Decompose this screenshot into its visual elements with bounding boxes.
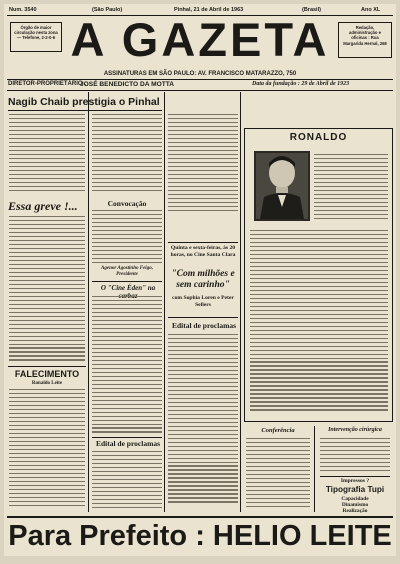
edital-body-text — [92, 451, 162, 509]
convocacao-headline: Convocação — [107, 199, 147, 208]
intervencao-headline: Intervenção cirúrgica — [328, 427, 382, 433]
masthead-rule — [7, 79, 393, 80]
greve-body-text — [9, 216, 85, 364]
address-box: Redação, administração e oficinas : Rua Margarida Hernal, 268 — [338, 22, 392, 58]
newspaper-page — [4, 4, 396, 556]
column-rule-2 — [164, 92, 165, 512]
prefeito-banner: Para Prefeito : HELIO LEITE — [8, 520, 392, 552]
ronaldo-portrait — [254, 151, 310, 221]
tipografia-line-5: Realização — [342, 508, 368, 514]
director-label: DIRETOR-PROPRIETÁRIO : — [8, 81, 87, 87]
issue-number: Num. 3540 — [9, 7, 37, 13]
nagib-headline: Nagib Chaib prestigia o Pinhal — [8, 96, 160, 108]
banner-rule — [7, 516, 393, 518]
conferencia-body-text — [246, 438, 310, 510]
quinta-headline: Quinta e sexta-feiras, às 20 horas, no Cine Santa Clara — [170, 245, 236, 258]
year-label: Ano XL — [361, 7, 381, 13]
issue-date: Pinhal, 21 de Abril de 1963 — [174, 7, 244, 13]
nagib-body-text — [9, 114, 85, 194]
tipografia-line-1: Impressos ? — [340, 478, 370, 484]
edital2-headline: Edital de proclamas — [171, 321, 237, 330]
circulation-box: Órgão de maior circulação nesta zona — Telefone, 2-2-0-6 — [10, 22, 62, 52]
ronaldo-body-text — [250, 230, 388, 416]
edital2-rule — [168, 317, 238, 318]
cine-eden-rule — [92, 281, 162, 282]
country-label: (Brasil) — [302, 7, 321, 13]
subscriptions-line: ASSINATURAS EM SÃO PAULO: AV. FRANCISCO MATARAZZO, 750 — [103, 71, 297, 77]
column-rule-1 — [88, 92, 89, 512]
conferencia-headline: Conferência — [261, 427, 295, 434]
film-title: "Com milhões e sem carinho" — [171, 269, 235, 290]
foundation-date: Data da fundação : 29 de Abril de 1923 — [252, 81, 350, 87]
cine-eden-body-text — [92, 296, 162, 436]
edital-headline: Edital de proclamas — [95, 439, 161, 448]
lower-column-rule — [314, 426, 315, 512]
edital2-body-text — [168, 334, 238, 509]
ronaldo-intro-text — [314, 154, 388, 224]
ronaldo-headline: RONALDO — [289, 132, 348, 143]
tipografia-line-2: Tipografia Tupi — [325, 485, 385, 494]
column3-top-text — [168, 114, 238, 216]
falecimento-subtitle: Ronaldo Leite — [31, 381, 63, 386]
edital-rule — [92, 437, 162, 438]
greve-headline: Essa greve !... — [8, 199, 78, 213]
film-cast: com Sophia Loren e Peter Sellers — [172, 295, 234, 308]
director-name: JOSÉ BENEDICTO DA MOTTA — [80, 81, 175, 88]
director-rule — [7, 90, 393, 91]
column-rule-3 — [240, 92, 241, 512]
convocacao-signature: Agenor Agostinho Feigo, Presidente — [101, 266, 153, 277]
quinta-rule-top — [168, 242, 238, 243]
tipografia-line-4: Dinamismo — [341, 502, 369, 508]
cine-eden-headline: O "Cine Éden" na — [100, 284, 156, 292]
intervencao-body-text — [320, 438, 390, 474]
tipografia-rule — [320, 476, 390, 477]
tipografia-line-3: Capacidade — [341, 496, 369, 502]
falecimento-body-text — [9, 389, 85, 509]
convocacao-body-text — [92, 210, 162, 265]
falecimento-headline: FALECIMENTO — [14, 369, 80, 379]
city-label: (São Paulo) — [92, 7, 123, 13]
masthead-title: A GAZETA — [70, 13, 330, 66]
falecimento-rule-top — [8, 366, 86, 367]
nagib-rule — [8, 110, 162, 111]
column2-top-text — [92, 114, 162, 194]
